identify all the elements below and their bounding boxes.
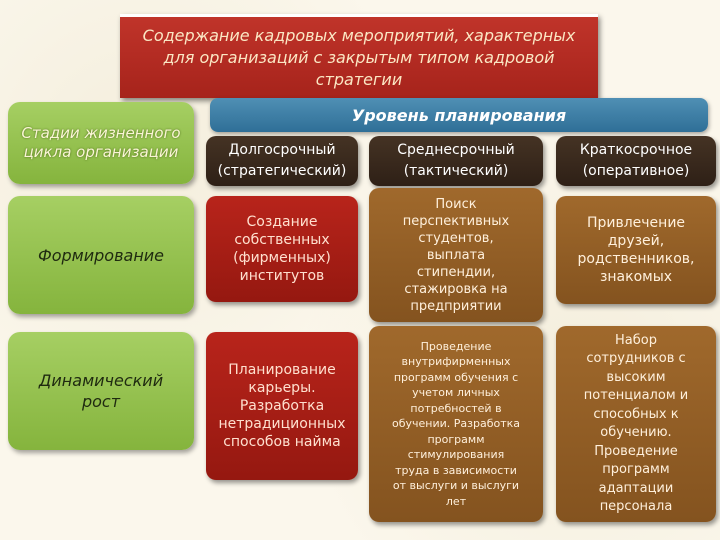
cell-short-growth: Набор сотрудников с высоким потенциалом и способных к обучению. Проведение программ адаптации персонала xyxy=(556,326,716,522)
stage-formation: Формирование xyxy=(8,196,194,314)
stages-header: Стадии жизненного цикла организации xyxy=(8,102,194,184)
cell-long-formation: Создание собственных (фирменных) институтов xyxy=(206,196,358,302)
header-long-term: Долгосрочный (стратегический) xyxy=(206,136,358,186)
cell-short-formation: Привлечение друзей, родственников, знакомых xyxy=(556,196,716,304)
stage-dynamic-growth: Динамический рост xyxy=(8,332,194,450)
cell-mid-growth: Проведение внутрифирменных программ обучения с учетом личных потребностей в обучении. Разработка программ стимулирования труда в зависимости от выслуги и выслуги лет xyxy=(369,326,543,522)
cell-mid-formation: Поиск перспективных студентов, выплата стипендии, стажировка на предприятии xyxy=(369,188,543,322)
planning-level-banner: Уровень планирования xyxy=(210,98,708,132)
diagram-title: Содержание кадровых мероприятий, характерных для организаций с закрытым типом кадровой стратегии xyxy=(120,14,598,98)
header-short-term: Краткосрочное (оперативное) xyxy=(556,136,716,186)
header-mid-term: Среднесрочный (тактический) xyxy=(369,136,543,186)
cell-long-growth: Планирование карьеры. Разработка нетрадиционных способов найма xyxy=(206,332,358,480)
